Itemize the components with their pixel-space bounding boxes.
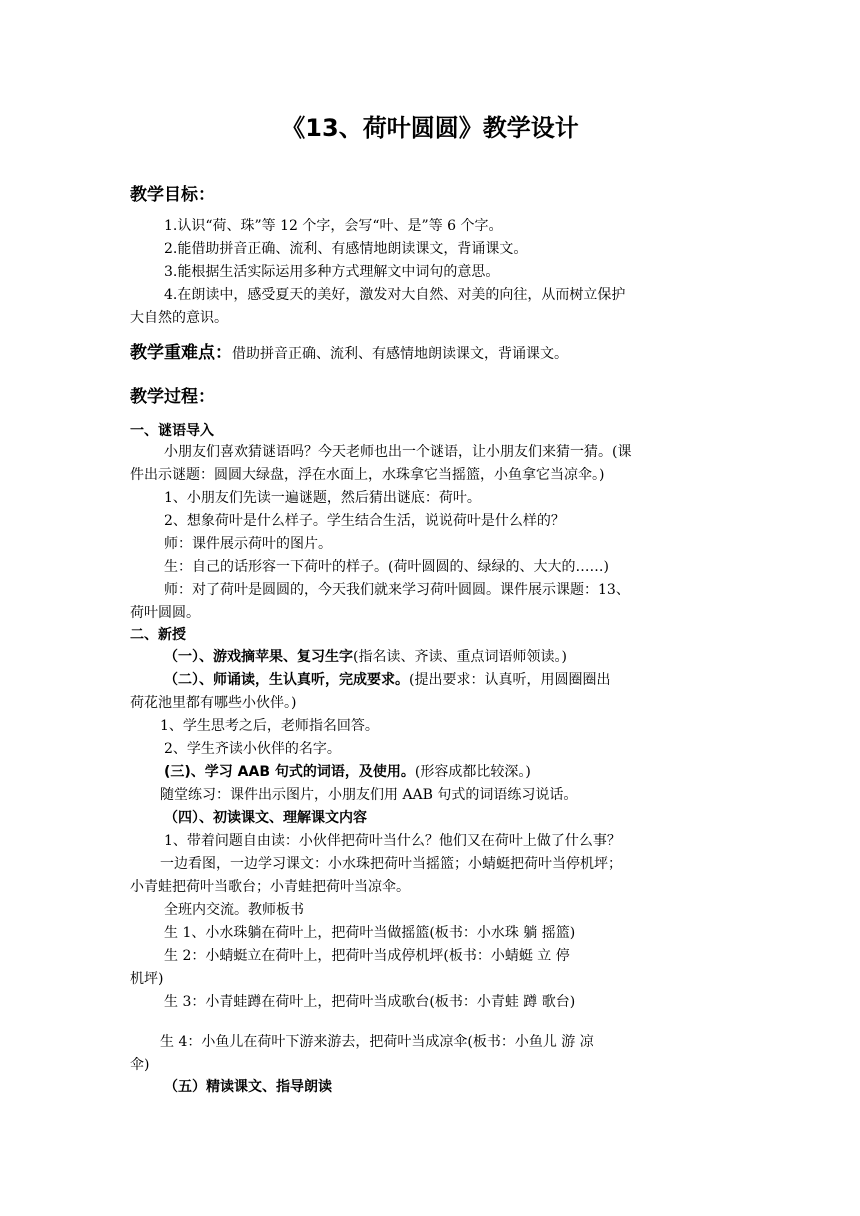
- part-line: [130, 669, 730, 692]
- paragraph-line: 伞): [130, 1057, 150, 1073]
- part-heading: （二）、师诵读，生认真听，完成要求。: [164, 672, 409, 688]
- paragraph-line: 生 4：小鱼儿在荷叶下游来游去，把荷叶当成凉伞(板书：小鱼儿 游 凉: [160, 1034, 594, 1050]
- key-points: [130, 340, 730, 367]
- paragraph-line: 生：自己的话形容一下荷叶的样子。(荷叶圆圆的、绿绿的、大大的……): [164, 559, 609, 575]
- section-heading: 二、新授: [130, 627, 186, 643]
- objective-item: 3.能根据生活实际运用多种方式理解文中词句的意思。: [164, 264, 500, 280]
- paragraph-line: 件出示谜题：圆圆大绿盘，浮在水面上，水珠拿它当摇篮，小鱼拿它当凉伞。): [130, 467, 605, 483]
- objective-item: 大自然的意识。: [130, 310, 228, 326]
- paragraph-line: 1、小朋友们先读一遍谜题，然后猜出谜底：荷叶。: [164, 490, 481, 506]
- paragraph-line: 一边看图，一边学习课文：小水珠把荷叶当摇篮；小蜻蜓把荷叶当停机坪；: [160, 856, 622, 872]
- list-item: 1、学生思考之后，老师指名回答。: [160, 718, 379, 734]
- paragraph-line: 机坪): [130, 971, 164, 987]
- part-line: [130, 761, 730, 784]
- paragraph-line: 1、带着问题自由读：小伙伴把荷叶当什么？他们又在荷叶上做了什么事？: [164, 833, 621, 849]
- paragraph-line: 生 3：小青蛙蹲在荷叶上，把荷叶当成歌台(板书：小青蛙 蹲 歌台): [164, 994, 576, 1010]
- part-line: [130, 807, 730, 830]
- part-heading: （五）精读课文、指导朗读: [164, 1079, 332, 1095]
- part-note: (指名读、齐读、重点词语师领读。): [353, 649, 567, 665]
- key-points-heading: 教学重难点：: [130, 343, 232, 363]
- objective-item: 4.在朗读中，感受夏天的美好，激发对大自然、对美的向往，从而树立保护: [164, 287, 626, 303]
- part-note: (提出要求：认真听，用圆圈圈出: [409, 672, 611, 688]
- key-points-text: 借助拼音正确、流利、有感情地朗读课文，背诵课文。: [232, 346, 568, 362]
- paragraph-line: 2、想象荷叶是什么样子。学生结合生活，说说荷叶是什么样的？: [164, 513, 565, 529]
- paragraph-line: 荷花池里都有哪些小伙伴。): [130, 695, 297, 711]
- paragraph-line: 荷叶圆圆。: [130, 605, 200, 621]
- part-heading: （一）、游戏摘苹果、复习生字: [164, 649, 353, 665]
- paragraph-line: 小朋友们喜欢猜谜语吗？今天老师也出一个谜语，让小朋友们来猜一猜。(课: [164, 444, 632, 460]
- list-item: 2、学生齐读小伙伴的名字。: [164, 741, 341, 757]
- paragraph-line: 生 1、小水珠躺在荷叶上，把荷叶当做摇篮(板书：小水珠 躺 摇篮): [164, 925, 576, 941]
- objective-item: 1.认识“荷、珠”等 12 个字，会写“叶、是”等 6 个字。: [164, 218, 503, 234]
- paragraph-line: 随堂练习：课件出示图片，小朋友们用 AAB 句式的词语练习说话。: [160, 787, 578, 803]
- part-line: [130, 1076, 730, 1099]
- process-heading: 教学过程：: [130, 387, 215, 407]
- paragraph-line: 师：课件展示荷叶的图片。: [164, 536, 332, 552]
- objectives-heading: 教学目标：: [130, 185, 215, 205]
- paragraph-line: 师：对了荷叶是圆圆的，今天我们就来学习荷叶圆圆。课件展示课题：13、: [164, 582, 630, 598]
- document-title: 《13、荷叶圆圆》教学设计: [281, 114, 579, 142]
- paragraph-line: 小青蛙把荷叶当歌台；小青蛙把荷叶当凉伞。: [130, 879, 410, 895]
- paragraph-line: 生 2：小蜻蜓立在荷叶上，把荷叶当成停机坪(板书：小蜻蜓 立 停: [164, 948, 570, 964]
- section-heading: 一、谜语导入: [130, 423, 214, 439]
- part-line: [130, 646, 730, 669]
- part-heading: （四）、初读课文、理解课文内容: [164, 810, 367, 826]
- paragraph-line: 全班内交流。教师板书: [164, 902, 304, 918]
- part-heading: (三)、学习 AAB 句式的词语，及使用。: [164, 764, 415, 780]
- objective-item: 2.能借助拼音正确、流利、有感情地朗读课文，背诵课文。: [164, 241, 528, 257]
- part-note: (形容成都比较深。): [414, 764, 531, 780]
